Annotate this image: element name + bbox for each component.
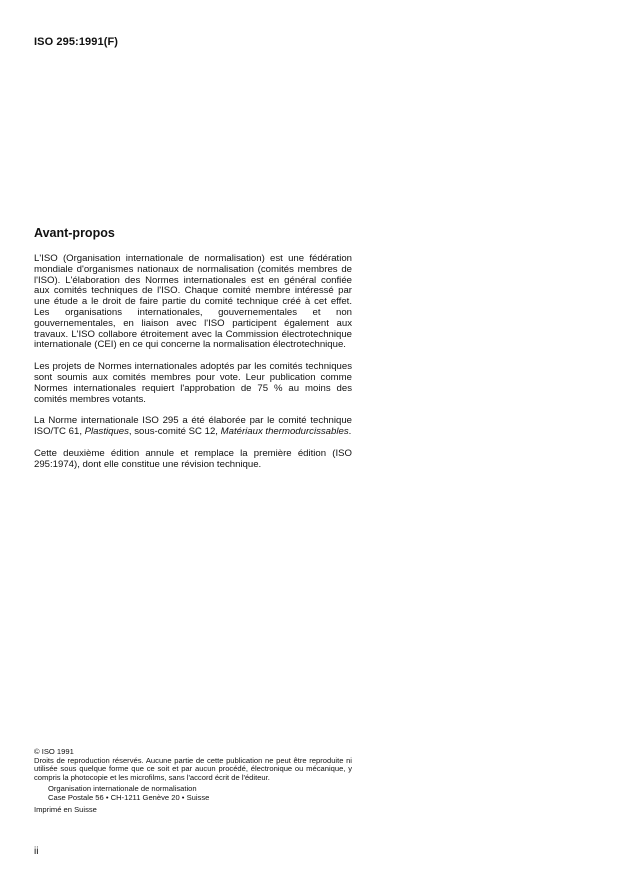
organisation-name: Organisation internationale de normalisation xyxy=(48,784,197,794)
paragraph-3-end: . xyxy=(348,426,352,438)
copyright-block xyxy=(34,748,352,814)
subcommittee-name: Matériaux thermodurcissables xyxy=(220,426,349,438)
paragraph-1: L'ISO (Organisation internationale de normalisation) est une fédération mondiale d'organismes nationaux de normalisation (comités membres de l'ISO). L'élaboration des Normes internationales est en général confiée aux comités techniques de l'ISO. Chaque comité membre intéressé par une étude a le droit de faire partie du comité technique créé à cet effet. Les organisations internationales, gouvernementales et non gouvernementales, en liaison avec l'ISO participent également aux travaux. L'ISO collabore étroitement avec la Commission électrotechnique internationale (CEI) en ce qui concerne la normalisation électrotechnique. xyxy=(34,253,352,351)
paragraph-3 xyxy=(34,416,352,438)
printed-in: Imprimé en Suisse xyxy=(34,804,97,814)
document-id: ISO 295:1991(F) xyxy=(34,36,119,48)
rights-notice: Droits de reproduction réservés. Aucune partie de cette publication ne peut être reproduite ni utilisée sous quelque forme que ce soit et par aucun procédé, électronique ou mécanique, y compris la photocopie et les microfilms, sans l'accord écrit de l'éditeur. xyxy=(34,755,352,782)
copyright-line: © ISO 1991 xyxy=(34,747,74,756)
committee-name: Plastiques xyxy=(84,426,129,438)
foreword-body xyxy=(34,254,352,482)
paragraph-2: Les projets de Normes internationales adoptés par les comités techniques sont soumis aux comités membres pour vote. Leur publication comme Normes internationales requiert l'approbation de 75 % au moins des comités membres votants. xyxy=(34,361,352,405)
section-title: Avant-propos xyxy=(34,226,115,240)
organisation-address: Case Postale 56 • CH-1211 Genève 20 • Suisse xyxy=(48,792,210,802)
page-number: ii xyxy=(34,846,39,857)
paragraph-3-mid: , sous-comité SC 12, xyxy=(128,426,218,438)
paragraph-3-text: La Norme internationale ISO 295 a été élaborée par le comité technique ISO/TC 61, xyxy=(34,415,352,438)
paragraph-4: Cette deuxième édition annule et remplace la première édition (ISO 295:1974), dont elle constitue une révision technique. xyxy=(34,447,352,470)
